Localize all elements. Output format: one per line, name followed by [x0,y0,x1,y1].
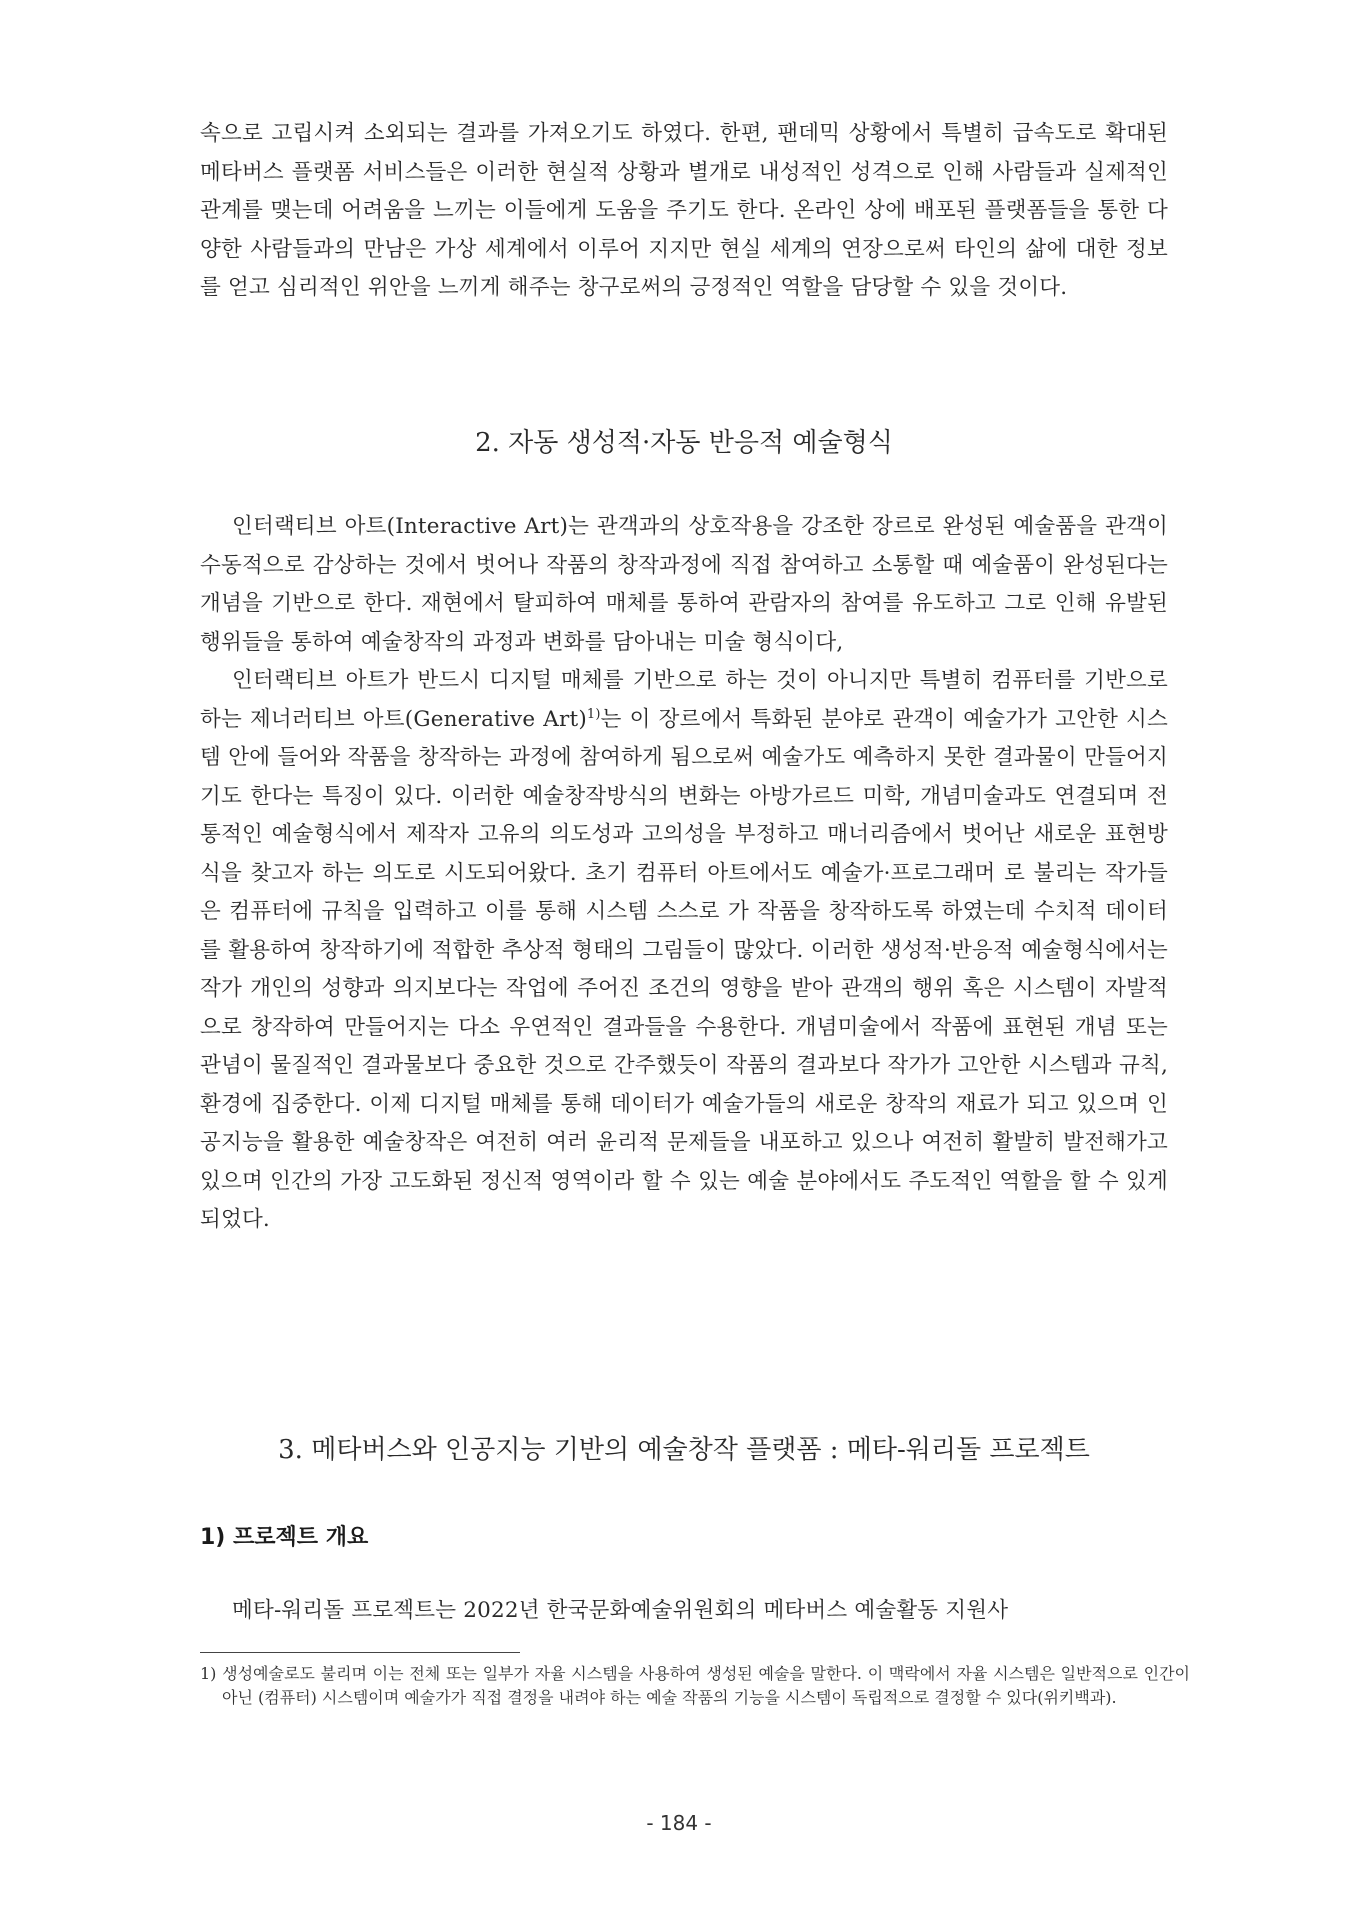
section-3-paragraph-1: 메타-워리돌 프로젝트는 2022년 한국문화예술위원회의 메타버스 예술활동 지원사 [232,1598,1009,1623]
footnote-divider [200,1652,520,1653]
footnote-1: 1) 생성예술로도 불리며 이는 전체 또는 일부가 자율 시스템을 사용하여 생성된 예술을 말한다. 이 맥락에서 자율 시스템은 일반적으로 인간이 아닌 (컴퓨터) 시스템이며 예술가가 직접 결정을 내려야 하는 예술 작품의 기능을 시스템이 독립적으로 결정할 수 있다(위키백과). [200,1664,1190,1707]
section-2-paragraph-1: 인터랙티브 아트(Interactive Art)는 관객과의 상호작용을 강조한 장르로 완성된 예술품을 관객이 수동적으로 감상하는 것에서 벗어나 작품의 창작과정에 직접 참여하고 소통할 때 예술품이 완성된다는 개념을 기반으로 한다. 재현에서 탈피하여 매체를 통하여 관람자의 참여를 유도하고 그로 인해 유발된 행위들을 통하여 예술창작의 과정과 변화를 담아내는 미술 형식이다, [200,514,1168,655]
page-number: - 184 - [646,1811,712,1835]
intro-paragraph: 속으로 고립시켜 소외되는 결과를 가져오기도 하였다. 한편, 팬데믹 상황에서 특별히 급속도로 확대된 메타버스 플랫폼 서비스들은 이러한 현실적 상황과 별개로 내성적인 성격으로 인해 사람들과 실제적인 관계를 맺는데 어려움을 느끼는 이들에게 도움을 주기도 한다. 온라인 상에 배포된 플랫폼들을 통한 다양한 사람들과의 만남은 가상 세계에서 이루어 지지만 현실 세계의 연장으로써 타인의 삶에 대한 정보를 얻고 심리적인 위안을 느끼게 해주는 창구로써의 긍정적인 역할을 담당할 수 있을 것이다. [200,121,1168,300]
section-2-heading: 2. 자동 생성적·자동 반응적 예술형식 [475,428,893,458]
intro-section [200,115,1168,308]
section-3-heading: 3. 메타버스와 인공지능 기반의 예술창작 플랫폼 : 메타-워리돌 프로젝트 [278,1435,1090,1465]
section-3-body [200,1592,1168,1631]
section-2-body [200,508,1168,1240]
footnote-reference[interactable]: 1) [586,706,601,722]
paragraph-text: 인터랙티브 아트가 반드시 디지털 매체를 기반으로 하는 것이 아니지만 특별히 컴퓨터를 기반으로 하는 제너러티브 아트(Generative Art) [200,668,1168,732]
paragraph-text: 는 이 장르에서 특화된 분야로 관객이 예술가가 고안한 시스템 안에 들어와 작품을 창작하는 과정에 참여하게 됨으로써 예술가도 예측하지 못한 결과물이 만들어지기도 한다는 특징이 있다. 이러한 예술창작방식의 변화는 아방가르드 미학, 개념미술과도 연결되며 전통적인 예술형식에서 제작자 고유의 의도성과 고의성을 부정하고 매너리즘에서 벗어난 새로운 표현방식을 찾고자 하는 의도로 시도되어왔다. 초기 컴퓨터 아트에서도 예술가·프로그래머 로 불리는 작가들은 컴퓨터에 규칙을 입력하고 이를 통해 시스템 스스로 가 작품을 창작하도록 하였는데 수치적 데이터를 활용하여 창작하기에 적합한 추상적 형태의 그림들이 많았다. 이러한 생성적·반응적 예술형식에서는 작가 개인의 성향과 의지보다는 작업에 주어진 조건의 영향을 받아 관객의 행위 혹은 시스템이 자발적으로 창작하여 만들어지는 다소 우연적인 결과들을 수용한다. 개념미술에서 작품에 표현된 개념 또는 관념이 물질적인 결과물보다 중요한 것으로 간주했듯이 작품의 결과보다 작가가 고안한 시스템과 규칙, 환경에 집중한다. 이제 디지털 매체를 통해 데이터가 예술가들의 새로운 창작의 재료가 되고 있으며 인공지능을 활용한 예술창작은 여전히 여러 윤리적 문제들을 내포하고 있으나 여전히 활발히 발전해가고 있으며 인간의 가장 고도화된 정신적 영역이라 할 수 있는 예술 분야에서도 주도적인 역할을 할 수 있게 되었다. [200,706,1168,1232]
subsection-heading: 1) 프로젝트 개요 [200,1525,369,1550]
section-2-paragraph-2 [200,662,1168,1240]
